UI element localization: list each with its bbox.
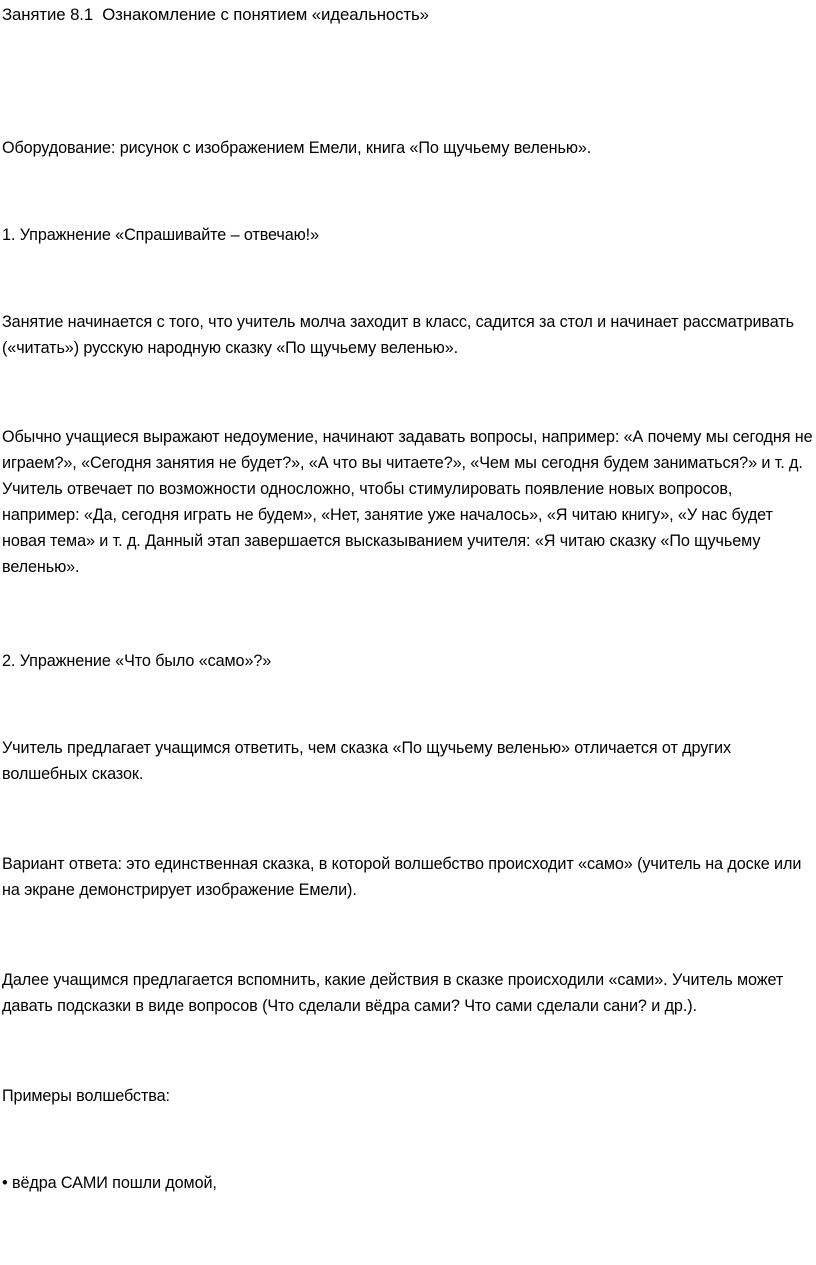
exercise-1-intro-paragraph: Занятие начинается с того, что учитель молча заходит в класс, садится за стол и начинает рассматривать («читать») русскую народную сказку «По щучьему веленью». — [2, 313, 794, 357]
exercise-2-answer-paragraph: Вариант ответа: это единственная сказка, в которой волшебство происходит «само» (учитель на доске или на экране демонстрирует изображение Емели). — [2, 855, 802, 899]
examples-heading: Примеры волшебства: — [2, 1087, 170, 1105]
examples-list-item: • вёдра САМИ пошли домой, — [2, 1174, 217, 1192]
lesson-title: Занятие 8.1 Ознакомление с понятием «идеальность» — [2, 5, 429, 24]
exercise-2-followup-paragraph: Далее учащимся предлагается вспомнить, какие действия в сказке происходили «сами». Учитель может давать подсказки в виде вопросов (Что сделали вёдра сами? Что сами сделали сани? и др.). — [2, 971, 784, 1015]
exercise-2-heading: 2. Упражнение «Что было «само»?» — [2, 652, 272, 670]
exercise-1-heading: 1. Упражнение «Спрашивайте – отвечаю!» — [2, 226, 319, 244]
exercise-1-body-paragraph: Обычно учащиеся выражают недоумение, начинают задавать вопросы, например: «А почему мы сегодня не играем?», «Сегодня занятия не будет?», «А что вы читаете?», «Чем мы сегодня будем заниматься?» и т. д. Учитель отвечает по возможности односложно, чтобы стимулировать появление новых вопросов, например: «Да, сегодня играть не будем», «Нет, занятие уже началось», «Я читаю книгу», «У нас будет новая тема» и т. д. Данный этап завершается высказыванием учителя: «Я читаю сказку «По щучьему веленью». — [2, 428, 813, 576]
equipment-paragraph: Оборудование: рисунок с изображением Емели, книга «По щучьему веленью». — [2, 139, 592, 157]
exercise-2-task-paragraph: Учитель предлагает учащимся ответить, чем сказка «По щучьему веленью» отличается от других волшебных сказок. — [2, 739, 731, 783]
